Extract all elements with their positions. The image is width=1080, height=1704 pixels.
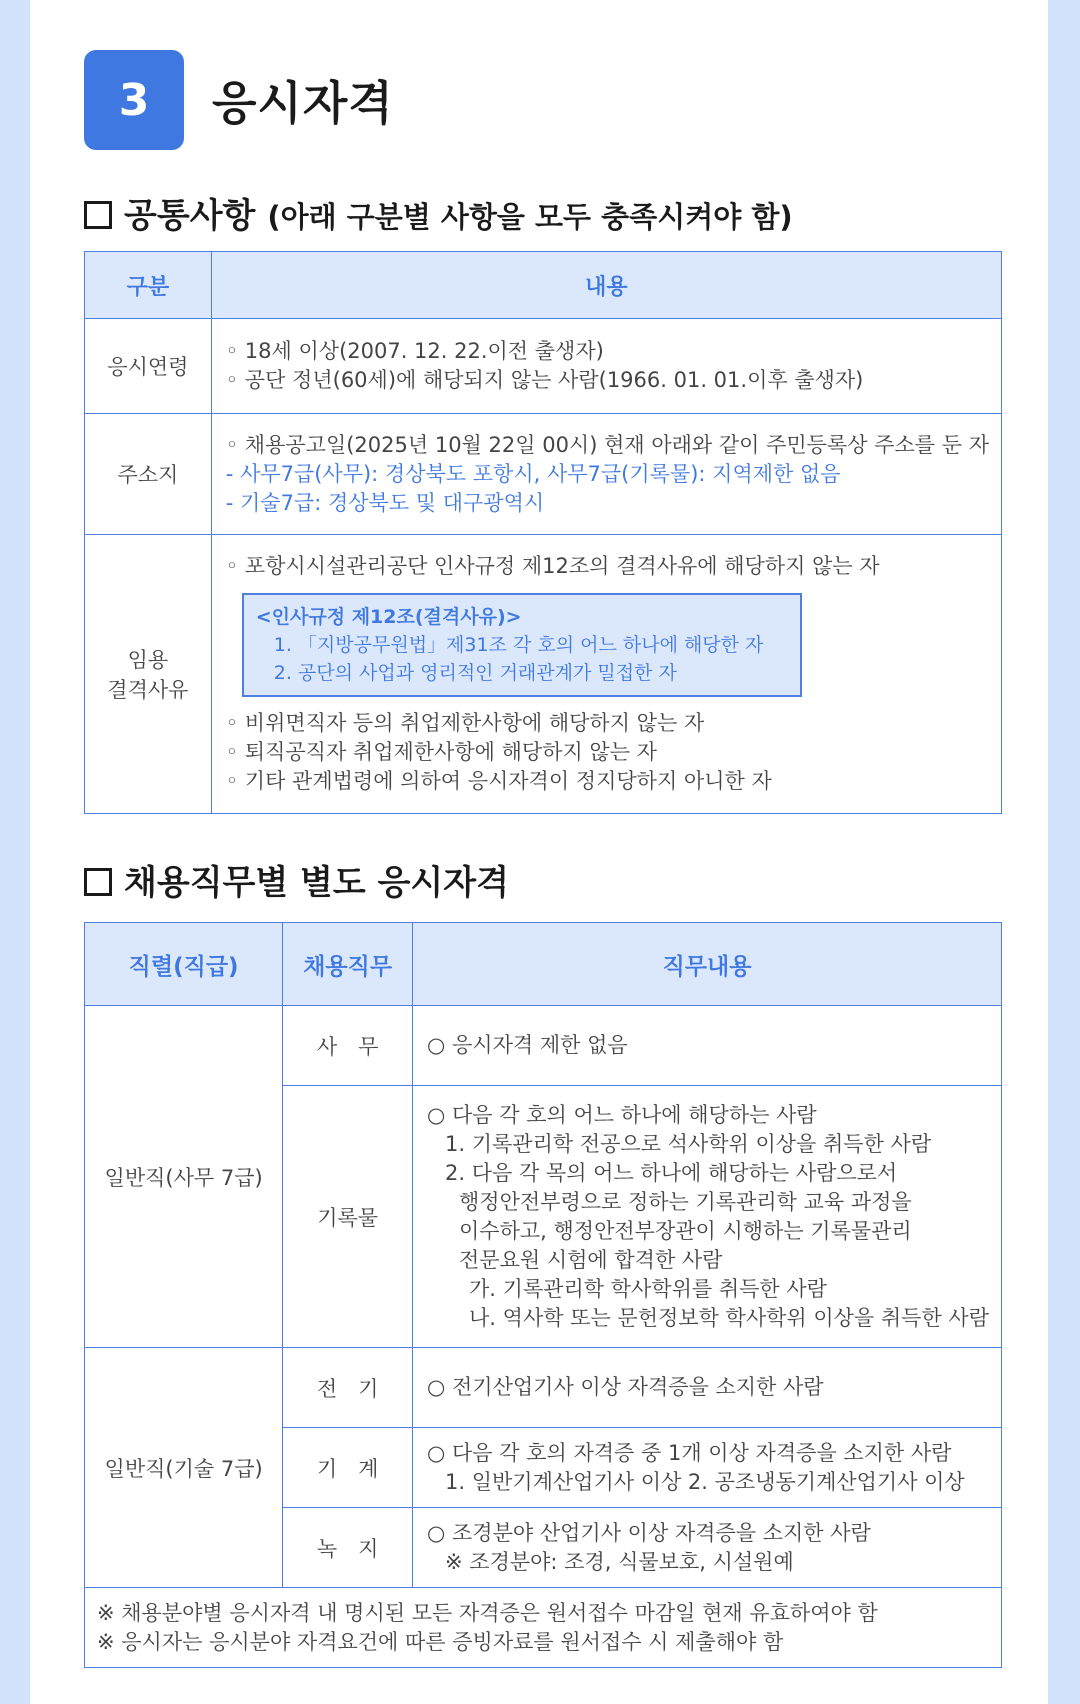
col-header-description: 직무내용 bbox=[413, 923, 1002, 1006]
table-row bbox=[85, 1006, 1002, 1086]
row-label-disqualification bbox=[85, 535, 212, 814]
list-item: 1. 「지방공무원법」제31조 각 호의 어느 하나에 해당한 자 bbox=[273, 634, 764, 656]
common-heading-note: (아래 구분별 사항을 모두 충족시켜야 함) bbox=[267, 200, 793, 234]
list-item: ○ 다음 각 호의 자격증 중 1개 이상 자격증을 소지한 사람 bbox=[427, 1440, 952, 1465]
list-item: - 기술7급: 경상북도 및 대구광역시 bbox=[225, 490, 545, 515]
checkbox-square-icon bbox=[84, 868, 112, 896]
job-records: 기록물 bbox=[283, 1086, 413, 1348]
list-item: ◦ 채용공고일(2025년 10월 22일 00시) 현재 아래와 같이 주민등록상 주소를 둔 자 bbox=[225, 432, 989, 457]
job-green-desc bbox=[413, 1508, 1002, 1588]
grade-admin: 일반직(사무 7급) bbox=[85, 1006, 283, 1348]
job-machine: 기 계 bbox=[283, 1428, 413, 1508]
list-item: ◦ 공단 정년(60세)에 해당되지 않는 사람(1966. 01. 01.이후 출생자) bbox=[225, 368, 864, 392]
jobs-table bbox=[84, 922, 1002, 1668]
row-label-age: 응시연령 bbox=[85, 319, 212, 414]
table-row bbox=[85, 1588, 1002, 1668]
job-machine-desc bbox=[413, 1428, 1002, 1508]
table-row bbox=[85, 535, 1002, 814]
common-table bbox=[84, 251, 1002, 814]
regulation-box bbox=[242, 593, 802, 697]
table-row bbox=[85, 1348, 1002, 1428]
job-electric: 전 기 bbox=[283, 1348, 413, 1428]
section-title: 응시자격 bbox=[212, 76, 394, 130]
section-header bbox=[84, 50, 394, 150]
list-item: 나. 역사학 또는 문헌정보학 학사학위 이상을 취득한 사람 bbox=[469, 1305, 989, 1330]
col-header-content: 내용 bbox=[211, 252, 1001, 319]
list-item: ◦ 18세 이상(2007. 12. 22.이전 출생자) bbox=[225, 339, 604, 363]
section-number-badge: 3 bbox=[84, 50, 184, 150]
col-header-job: 채용직무 bbox=[283, 923, 413, 1006]
list-item: 전문요원 시험에 합격한 사람 bbox=[459, 1247, 723, 1272]
jobs-heading bbox=[84, 855, 509, 904]
list-item: ◦ 비위면직자 등의 취업제한사항에 해당하지 않는 자 bbox=[225, 711, 705, 735]
row-label-line: 임용 bbox=[127, 648, 169, 672]
checkbox-square-icon bbox=[84, 201, 112, 229]
list-item: ○ 조경분야 산업기사 이상 자격증을 소지한 사람 bbox=[427, 1520, 871, 1545]
job-office: 사 무 bbox=[283, 1006, 413, 1086]
grade-tech: 일반직(기술 7급) bbox=[85, 1348, 283, 1588]
list-item: 1. 일반기계산업기사 이상 2. 공조냉동기계산업기사 이상 bbox=[445, 1469, 965, 1494]
job-green: 녹 지 bbox=[283, 1508, 413, 1588]
row-content-disqualification bbox=[211, 535, 1001, 814]
row-label-line: 결격사유 bbox=[107, 678, 189, 702]
row-content-age bbox=[211, 319, 1001, 414]
list-item: 이수하고, 행정안전부장관이 시행하는 기록물관리 bbox=[459, 1218, 912, 1243]
list-item: ○ 응시자격 제한 없음 bbox=[427, 1033, 628, 1057]
jobs-heading-text: 채용직무별 별도 응시자격 bbox=[124, 863, 509, 903]
footnote: ※ 응시자는 응시분야 자격요건에 따른 증빙자료를 원서접수 시 제출해야 함 bbox=[97, 1629, 784, 1654]
job-office-desc bbox=[413, 1006, 1002, 1086]
list-item: ○ 전기산업기사 이상 자격증을 소지한 사람 bbox=[427, 1375, 824, 1399]
list-item: 2. 다음 각 목의 어느 하나에 해당하는 사람으로서 bbox=[445, 1160, 898, 1185]
common-heading bbox=[84, 188, 793, 237]
list-item: 행정안전부령으로 정하는 기록관리학 교육 과정을 bbox=[459, 1189, 912, 1214]
job-records-desc bbox=[413, 1086, 1002, 1348]
footnotes bbox=[85, 1588, 1002, 1668]
row-label-address: 주소지 bbox=[85, 414, 212, 535]
list-item: 가. 기록관리학 학사학위를 취득한 사람 bbox=[469, 1276, 827, 1301]
list-item: 2. 공단의 사업과 영리적인 거래관계가 밀접한 자 bbox=[273, 662, 677, 684]
footnote: ※ 채용분야별 응시자격 내 명시된 모든 자격증은 원서접수 마감일 현재 유효하여야 함 bbox=[97, 1600, 878, 1625]
table-row bbox=[85, 319, 1002, 414]
regulation-box-title: <인사규정 제12조(결격사유)> bbox=[255, 606, 522, 628]
page bbox=[30, 0, 1048, 1704]
col-header-grade: 직렬(직급) bbox=[85, 923, 283, 1006]
list-item: ◦ 퇴직공직자 취업제한사항에 해당하지 않는 자 bbox=[225, 740, 657, 764]
row-content-address bbox=[211, 414, 1001, 535]
col-header-category: 구분 bbox=[85, 252, 212, 319]
list-item: ※ 조경분야: 조경, 식물보호, 시설원예 bbox=[445, 1549, 794, 1574]
list-item: - 사무7급(사무): 경상북도 포항시, 사무7급(기록물): 지역제한 없음 bbox=[225, 461, 841, 486]
job-electric-desc bbox=[413, 1348, 1002, 1428]
common-heading-text: 공통사항 bbox=[124, 196, 256, 236]
list-item: 1. 기록관리학 전공으로 석사학위 이상을 취득한 사람 bbox=[445, 1131, 932, 1156]
list-item: ◦ 기타 관계법령에 의하여 응시자격이 정지당하지 아니한 자 bbox=[225, 769, 772, 793]
table-row bbox=[85, 414, 1002, 535]
list-item: ◦ 포항시시설관리공단 인사규정 제12조의 결격사유에 해당하지 않는 자 bbox=[225, 554, 880, 578]
list-item: ○ 다음 각 호의 어느 하나에 해당하는 사람 bbox=[427, 1102, 817, 1127]
